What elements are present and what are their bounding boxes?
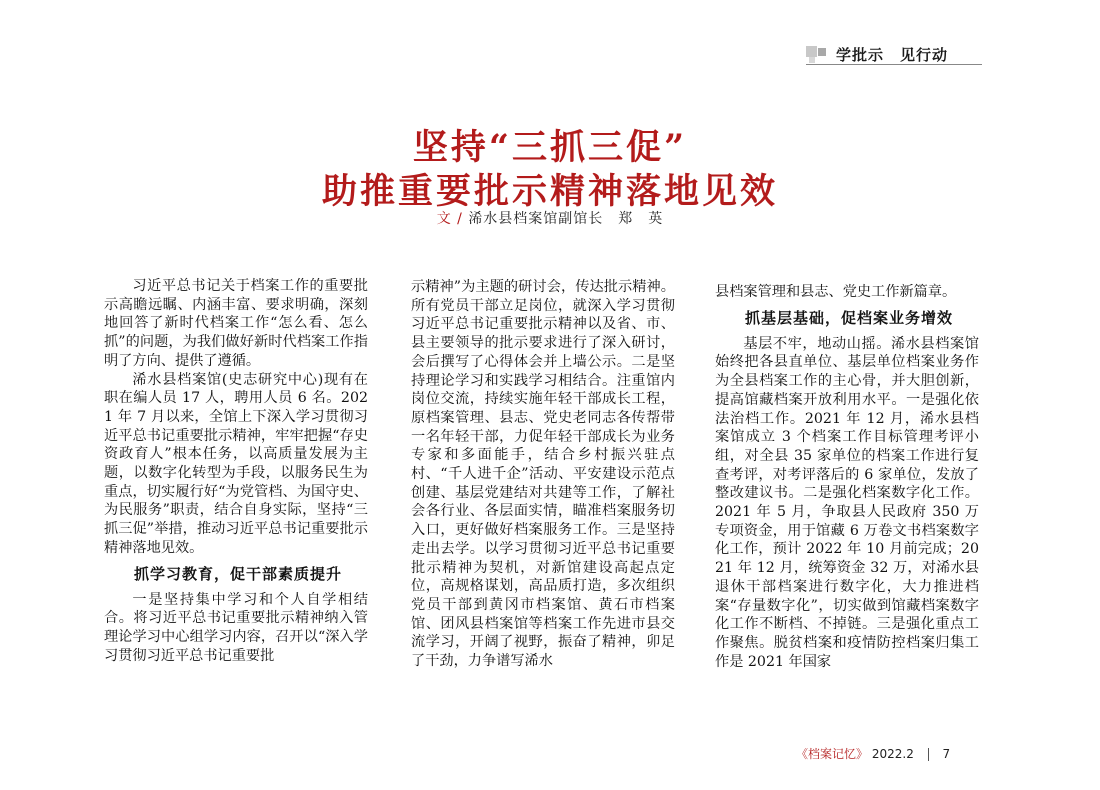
byline-prefix: 文 / <box>436 211 463 227</box>
decor-square <box>809 57 815 63</box>
article-title <box>0 126 1100 214</box>
decor-square <box>818 48 826 56</box>
title-line-2: 助推重要批示精神落地见效 <box>321 171 778 212</box>
decor-square <box>806 46 817 57</box>
paragraph: 习近平总书记关于档案工作的重要批示高瞻远瞩、内涵丰富、要求明确，深刻地回答了新时代档案工作“怎么看、怎么抓”的问题，为我们做好新时代档案工作指明了方向、提供了遵循。 <box>104 278 368 369</box>
text-column-1 <box>104 277 368 665</box>
section-heading: 抓基层基础，促档案业务增效 <box>745 308 954 327</box>
section-heading: 抓学习教育，促干部素质提升 <box>134 564 343 583</box>
paragraph: 一是坚持集中学习和个人自学相结合。将习近平总书记重要批示精神纳入管理论学习中心组学习内容，召开以“深入学习贯彻习近平总书记重要批 <box>104 591 368 664</box>
issue-number: 2022.2 <box>871 747 914 761</box>
title-line-1: 坚持“三抓三促” <box>412 127 688 168</box>
page-footer <box>796 745 986 762</box>
footer-divider <box>928 748 929 761</box>
paragraph: 示精神”为主题的研讨会，传达批示精神。所有党员干部立足岗位，就深入学习贯彻习近平总书记重要批示精神以及省、市、县主要领导的批示要求进行了深入研讨，会后撰写了心得体会并上墙公示。二是坚持理论学习和实践学习相结合。注重馆内岗位交流，持续实施年轻干部成长工程，原档案管理、县志、党史老同志各传帮带一名年轻干部，力促年轻干部成长为业务专家和多面能手，结合乡村振兴驻点村、“千人进千企”活动、平安建设示范点创建、基层党建结对共建等工作，了解社会各行业、各层面实情，瞄准档案服务切入口，更好做好档案服务工作。三是坚持走出去学。以学习贯彻习近平总书记重要批示精神为契机，对新馆建设高起点定位，高规格谋划，高品质打造，多次组织党员干部到黄冈市档案馆、黄石市档案馆、团风县档案馆等档案工作先进市县交流学习，开阔了视野，振奋了精神，卯足了干劲，力争谱写浠水 <box>411 279 675 670</box>
byline <box>0 208 1100 228</box>
text-column-3 <box>715 283 979 671</box>
magazine-name: 《档案记忆》 <box>796 747 869 761</box>
paragraph: 县档案管理和县志、党史工作新篇章。 <box>715 284 957 300</box>
section-label: 学批示 见行动 <box>836 46 949 64</box>
paragraph: 浠水县档案馆(史志研究中心)现有在职在编人员 17 人，聘用人员 6 名。2021 年 7 月以来，全馆上下深入学习贯彻习近平总书记重要批示精神，牢牢把握“存史资政育人”根本任务，以高质量发展为主题，以数字化转型为手段，以服务民生为重点，切实履行好“为党管档、为国守史、为民服务”职责，结合自身实际，坚持“三抓三促”举措，推动习近平总书记重要批示精神落地见效。 <box>104 371 368 556</box>
page-number: 7 <box>942 747 951 761</box>
header-rule <box>806 64 982 65</box>
byline-author: 浠水县档案馆副馆长 郑 英 <box>468 211 664 227</box>
paragraph: 基层不牢，地动山摇。浠水县档案馆始终把各县直单位、基层单位档案业务作为全县档案工作的主心骨，并大胆创新，提高馆藏档案开放利用水平。一是强化依法治档工作。2021 年 12 月，浠水县档案馆成立 3 个档案工作目标管理考评小组，对全县 35 家单位的档案工作进行复查考评，对考评落后的 6 家单位，发放了整改建议书。二是强化档案数字化工作。2021 年 5 月，争取县人民政府 350 万专项资金，用于馆藏 6 万卷文书档案数字化工作，预计 2022 年 10 月前完成；2021 年 12 月，统筹资金 32 万，对浠水县退休干部档案进行数字化，大力推进档案“存量数字化”，切实做到馆藏档案数字化工作不断档、不掉链。三是强化重点工作聚焦。脱贫档案和疫情防控档案归集工作是 2021 年国家 <box>715 335 979 670</box>
section-header <box>806 44 982 66</box>
text-column-2 <box>411 278 675 671</box>
